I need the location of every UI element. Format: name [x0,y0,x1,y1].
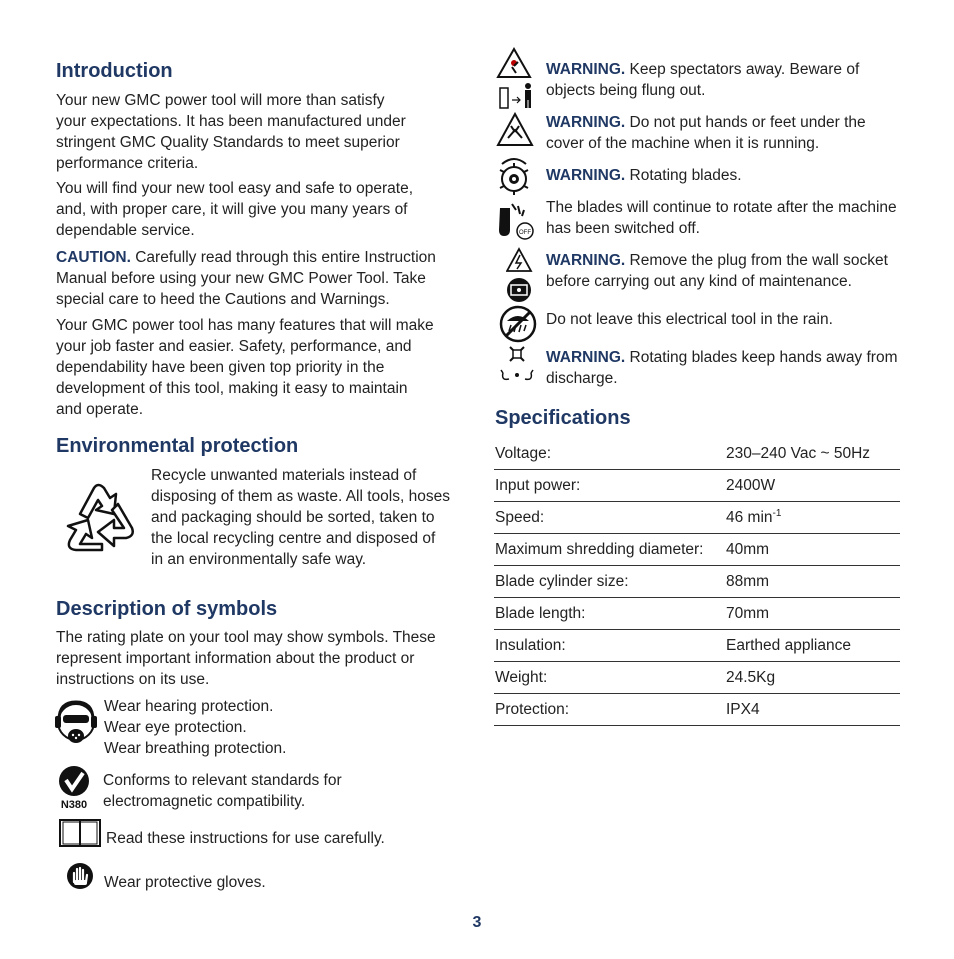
specifications-heading: Specifications [495,407,631,429]
warning-label: WARNING. [546,61,626,78]
blades-rotate-after-off-icon [496,200,536,240]
hearing-protection-text: Wear hearing protection. [104,698,274,715]
spec-label: Insulation: [494,630,725,662]
spec-value-text: 40mm [726,540,770,558]
caution-text: Carefully read through this entire Instruction Manual before using your new GMC Power Tool. Take special care to heed the Cautions and Warnings. [56,249,436,308]
gloves-text: Wear protective gloves. [104,874,266,891]
symbols-intro: The rating plate on your tool may show symbols. These represent important information about the product or instructions on its use. [56,629,436,688]
warning-text: Rotating blades keep hands away from discharge. [546,349,898,387]
warning-spectators [546,59,906,101]
svg-text:OFF: OFF [519,230,531,236]
rcm-compliance-icon [56,764,94,810]
spec-value-text: 24.5Kg [726,668,776,686]
warning-text: The blades will continue to rotate after the machine has been switched off. [546,199,897,237]
spec-row [494,630,900,662]
page-number: 3 [472,914,482,931]
intro-paragraph-2: You will find your new tool easy and safe to operate, and, with proper care, it will give you many years of dependable service. [56,180,414,239]
spec-value-text: 70mm [726,604,770,622]
spec-value-text: Earthed appliance [726,636,851,654]
warning-text: Rotating blades. [625,167,742,184]
warning-label: WARNING. [546,167,626,184]
no-rain-icon [499,305,537,343]
intro-paragraph-4: Your GMC power tool has many features that will make your job faster and easier. Safety, performance, and dependability have been given top priority in the development of this tool, making it easy to maintain and operate. [56,317,434,418]
spec-value-text: 2400W [726,476,776,494]
spec-row [494,598,900,630]
rotating-blades-icon [497,156,531,196]
spec-value-text: 88mm [726,572,770,590]
spec-unit-exponent: -1 [772,507,782,519]
spec-value [725,598,900,630]
spec-value [725,566,900,598]
hands-feet-warning-icon [496,112,534,148]
spec-row [494,694,900,726]
spec-label: Voltage: [494,438,725,470]
read-instructions-text: Read these instructions for use carefully. [106,830,385,847]
emc-code: N380 [60,799,88,810]
spec-label: Maximum shredding diameter: [494,534,725,566]
spec-label: Blade cylinder size: [494,566,725,598]
spec-value [725,470,900,502]
spec-row [494,662,900,694]
specifications-table-body [494,438,900,726]
book-icon [59,818,101,848]
warning-rotating-blades [546,165,906,186]
spec-value [725,502,900,534]
caution-label: CAUTION. [56,249,131,266]
spec-label: Speed: [494,502,725,534]
spec-value [725,534,900,566]
warning-hands-away-discharge [546,347,906,389]
warning-no-rain [546,309,906,330]
environmental-text: Recycle unwanted materials instead of disposing of them as waste. All tools, hoses and packaging should be sorted, taken to the local recycling centre and disposed of in an environmentally safe way. [151,467,450,568]
breathing-protection-text: Wear breathing protection. [104,740,287,757]
gloves-icon [66,862,94,890]
spec-value-text: 230–240 Vac ~ 50Hz [726,444,871,462]
protection-gear-icon [55,700,97,746]
spec-value [725,694,900,726]
warning-label: WARNING. [546,252,626,269]
spec-value-text: 46 min [726,509,773,527]
warning-text: Do not put hands or feet under the cover of the machine when it is running. [546,114,866,152]
eye-protection-text: Wear eye protection. [104,719,247,736]
specifications-table [494,438,900,726]
spec-row [494,534,900,566]
warning-text: Keep spectators away. Beware of objects being flung out. [546,61,860,99]
caution-paragraph [56,247,441,310]
spec-row [494,470,900,502]
spec-value-text: IPX4 [726,700,760,718]
hands-away-discharge-icon [499,345,537,383]
warning-unplug [546,250,906,292]
spec-label: Protection: [494,694,725,726]
emc-text: Conforms to relevant standards for electromagnetic compatibility. [103,772,342,810]
warning-text: Do not leave this electrical tool in the rain. [546,311,833,328]
intro-heading: Introduction [56,60,173,82]
spec-value [725,438,900,470]
warning-blades-after-off [546,197,906,239]
warning-label: WARNING. [546,349,626,366]
symbols-heading: Description of symbols [56,598,278,620]
recycle-icon [58,474,146,556]
environmental-heading: Environmental protection [56,435,299,457]
spec-row [494,566,900,598]
unplug-warning-icon [506,247,536,305]
spec-row [494,502,900,534]
intro-paragraph-1: Your new GMC power tool will more than satisfy your expectations. It has been manufactured under stringent GMC Quality Standards to meet superior performance criteria. [56,92,406,172]
spec-label: Input power: [494,470,725,502]
ppe-text-block [104,696,434,759]
warning-label: WARNING. [546,114,626,131]
spec-value [725,630,900,662]
spec-value [725,662,900,694]
spec-row [494,438,900,470]
spec-label: Weight: [494,662,725,694]
warning-hands-feet [546,112,906,154]
warning-text: Remove the plug from the wall socket before carrying out any kind of maintenance. [546,252,888,290]
spectators-warning-icon [496,46,544,110]
spec-label: Blade length: [494,598,725,630]
